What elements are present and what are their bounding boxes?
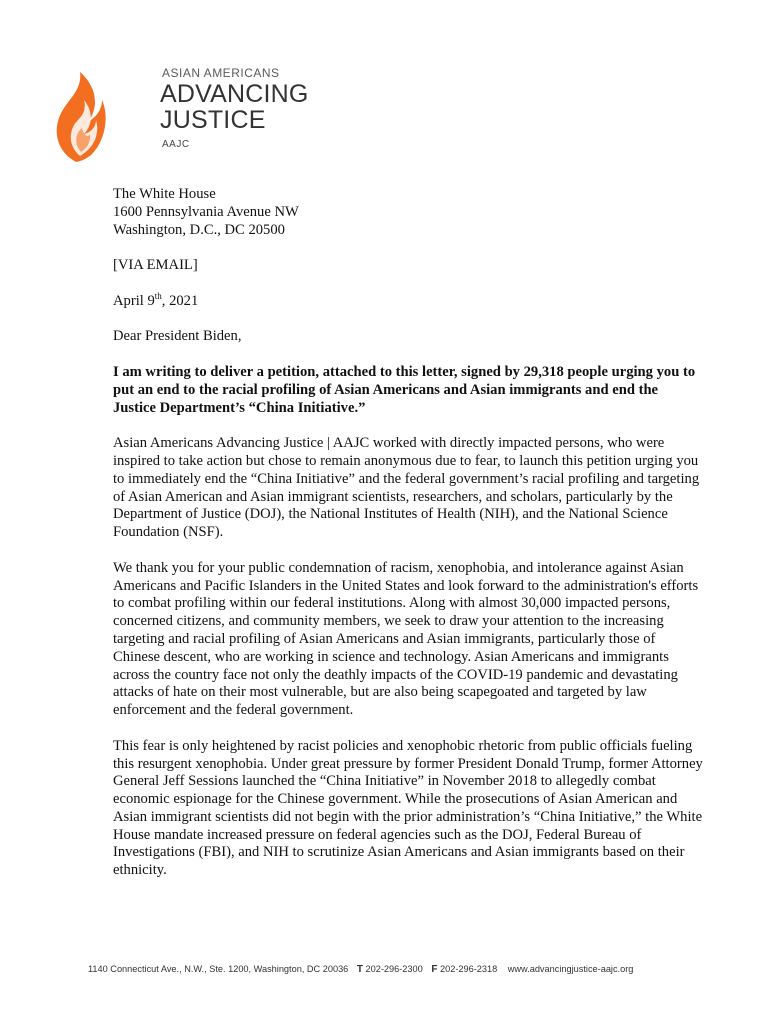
address-line: 1600 Pennsylvania Avenue NW: [113, 203, 299, 220]
address-line: Washington, D.C., DC 20500: [113, 221, 285, 238]
logo-text-justice: JUSTICE: [160, 106, 266, 134]
organization-logo: [52, 62, 309, 162]
opening-paragraph: I am writing to deliver a petition, attached to this letter, signed by 29,318 people urging you to put an end to the racial profiling of Asian Americans and Asian immigrants and end the Justice Department’s “China Initiative.”: [113, 363, 696, 416]
phone-label: T: [356, 964, 363, 975]
fax-label: F: [431, 964, 438, 975]
date-year: , 2021: [161, 292, 199, 309]
logo-text-advancing: ADVANCING: [160, 80, 309, 108]
address-line: The White House: [113, 186, 216, 202]
delivery-method: [VIA EMAIL]: [113, 257, 198, 274]
letter-body: [113, 186, 703, 898]
logo-text-aajc: AAJC: [162, 139, 190, 150]
body-paragraph: This fear is only heightened by racist policies and xenophobic rhetoric from public officials fueling this resurgent xenophobia. Under great pressure by former President Donald Trump, former Attorney General Jeff Sessions launched the “China Initiative” in November 2018 to allegedly combat economic espionage for the Chinese government. While the prosecutions of Asian American and Asian immigrant scientists did not begin with the prior administration’s “China Initiative,” the White House mandate increased pressure on federal agencies such as the DOJ, Federal Bureau of Investigations (FBI), and NIH to scrutinize Asian Americans and Asian immigrants based on their ethnicity.: [113, 737, 703, 879]
logo-text-asian-americans: ASIAN AMERICANS: [162, 66, 280, 80]
letterhead-footer: [88, 964, 728, 975]
date-ordinal: th: [154, 290, 162, 301]
date-month-day: April 9: [113, 292, 155, 309]
salutation: Dear President Biden,: [113, 328, 242, 345]
footer-website: www.advancingjustice-aajc.org: [507, 964, 634, 974]
footer-address: 1140 Connecticut Ave., N.W., Ste. 1200, Washington, DC 20036: [88, 964, 349, 974]
recipient-address: [113, 186, 703, 239]
footer-phone: 202-296-2300: [365, 964, 423, 974]
footer-fax: 202-296-2318: [439, 964, 498, 974]
body-paragraph: We thank you for your public condemnation of racism, xenophobia, and intolerance against Asian Americans and Pacific Islanders in the United States and look forward to the administration's efforts to combat profiling within our federal institutions. Along with almost 30,000 impacted persons, concerned citizens, and community members, we seek to draw your attention to the increasing targeting and racial profiling of Asian Americans and Asian immigrants, particularly those of Chinese descent, who are working in science and technology. Asian Americans and immigrants across the country face not only the deathly impacts of the COVID-19 pandemic and devastating attacks of hate on their most vulnerable, but are also being scapegoated and targeted by law enforcement and the federal government.: [113, 559, 699, 719]
letter-date: [113, 290, 703, 311]
body-paragraph: Asian Americans Advancing Justice | AAJC worked with directly impacted persons, who were inspired to take action but chose to remain anonymous due to fear, to launch this petition urging you to immediately end the “China Initiative” and the federal government’s racial profiling and targeting of Asian American and Asian immigrant scientists, researchers, and scholars, particularly by the Department of Justice (DOJ), the National Institutes of Health (NIH), and the National Science Foundation (NSF).: [113, 435, 700, 541]
flame-icon: [52, 66, 108, 162]
